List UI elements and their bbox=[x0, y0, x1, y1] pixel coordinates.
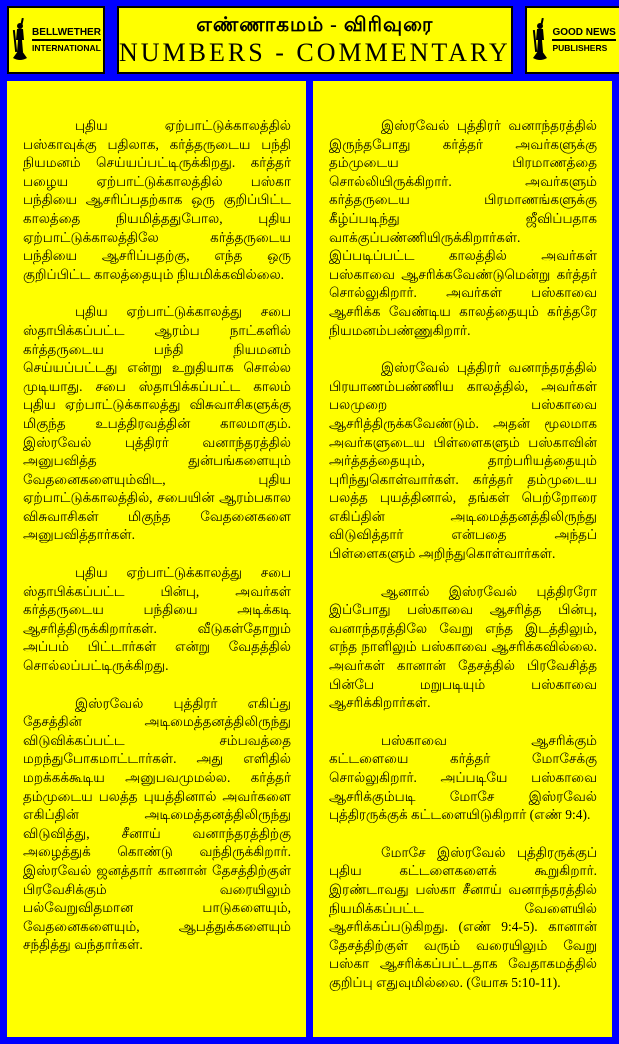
page-title-english: NUMBERS - COMMENTARY bbox=[119, 38, 511, 67]
commentary-body bbox=[7, 81, 612, 1037]
paragraph: பஸ்காவை ஆசரிக்கும் கட்டளையை கர்த்தர் மோசேக்கு சொல்லுகிறார். அப்படியே பஸ்காவை ஆசரிக்கும்படி மோசே இஸ்ரவேல் புத்திரருக்குக் கட்டளையிடுகிறார் (எண் 9:4). bbox=[329, 732, 597, 823]
paragraph: புதிய ஏற்பாட்டுக்காலத்தில் பஸ்காவுக்கு பதிலாக, கர்த்தருடைய பந்தி நியமனம் செய்யப்பட்டிருக்கிறது. கர்த்தர் பழைய ஏற்பாட்டுக்காலத்தில் பஸ்கா பந்தியை ஆசரிப்பதற்காக ஒரு குறிப்பிட்ட காலத்தை நியமித்ததுபோல, புதிய ஏற்பாட்டுக்காலத்திலே கர்த்தருடைய பந்தியை ஆசரிப்பதற்கு, எந்த ஒரு குறிப்பிட்ட காலத்தையும் நியமிக்கவில்லை. bbox=[23, 118, 291, 282]
title-box bbox=[117, 6, 513, 74]
paragraph: புதிய ஏற்பாட்டுக்காலத்து சபை ஸ்தாபிக்கப்பட்ட ஆரம்ப நாட்களில் கர்த்தருடைய பந்தி நியமனம் செய்யப்பட்டது என்று உறுதியாக சொல்ல முடியாது. சபை ஸ்தாபிக்கப்பட்ட காலம் புதிய ஏற்பாட்டுக்காலத்து விசுவாசிகளுக்கு மிகுந்த உபத்திரவத்தின் காலமாகும். இஸ்ரவேல் புத்திரர் வனாந்தரத்தில் அனுபவித்த துன்பங்களையும் வேதனைகளையும்விட, புதிய ஏற்பாட்டுக்காலத்தில், சபையின் ஆரம்பகால விசுவாசிகள் மிகுந்த வேதனைகளை அனுபவித்தார்கள். bbox=[23, 304, 291, 543]
shepherd-figure-icon bbox=[11, 18, 29, 62]
goodnews-logo-line2: PUBLISHERS bbox=[552, 42, 608, 53]
paragraph: இஸ்ரவேல் புத்திரர் வனாந்தரத்தில் இருந்தபோது கர்த்தர் அவர்களுக்கு தம்முடைய பிரமாணத்தை சொல்லியிருக்கிறார். அவர்களும் கர்த்தருடைய பிரமாணங்களுக்கு கீழ்ப்படிந்து ஜீவிப்பதாக வாக்குப்பண்ணியிருக்கிறார்கள். இப்படிப்பட்ட காலத்தில் அவர்கள் பஸ்காவை ஆசரிக்கவேண்டுமென்று கர்த்தர் சொல்லுகிறார். அவர்கள் பஸ்காவை ஆசரிக்க வேண்டிய காலத்தையும் கர்த்தரே நியமனம்பண்ணுகிறார். bbox=[329, 118, 597, 338]
bellwether-logo-text bbox=[32, 27, 101, 54]
bellwether-logo-line1: BELLWETHER bbox=[32, 27, 101, 41]
goodnews-logo-text bbox=[552, 27, 615, 54]
paragraph: இஸ்ரவேல் புத்திரர் வனாந்தரத்தில் பிரயாணம்பண்ணிய காலத்தில், அவர்கள் பலமுறை பஸ்காவை ஆசரித்திருக்கவேண்டும். அதன் மூலமாக அவர்களுடைய பிள்ளைகளும் பஸ்காவின் அர்த்தத்தையும், தாற்பரியத்தையும் புரிந்துகொள்வார்கள். கர்த்தர் தம்முடைய பலத்த புயத்தினால், தங்கள் பெற்றோரை எகிப்தின் அடிமைத்தனத்திலிருந்து விடுவித்தார் என்பதை அந்தப் பிள்ளைகளும் அறிந்துகொள்வார்கள். bbox=[329, 360, 597, 562]
paragraph: மோசே இஸ்ரவேல் புத்திரருக்குப் புதிய கட்டளைகளைக் கூறுகிறார். இரண்டாவது பஸ்கா சீனாய் வனாந்தரத்தில் நியமிக்கப்பட்ட வேளையில் ஆசரிக்கப்படுகிறது. (எண் 9:4-5). கானான் தேசத்திற்குள் வரும் வரையிலும் வேறு பஸ்கா ஆசரிக்கப்பட்டதாக வேதாகமத்தில் குறிப்பு எதுவுமில்லை. (யோசு 5:10-11). bbox=[329, 844, 597, 990]
header bbox=[7, 6, 616, 74]
goodnews-logo-line1: GOOD NEWS bbox=[552, 27, 615, 41]
paragraph: இஸ்ரவேல் புத்திரர் எகிப்து தேசத்தின் அடிமைத்தனத்திலிருந்து விடுவிக்கப்பட்ட சம்பவத்தை மறந்துபோகமாட்டார்கள். அது எளிதில் மறக்கக்கூடிய அனுபவமுமல்ல. கர்த்தர் தம்முடைய பலத்த புயத்தினால் அவர்களை எகிப்தின் அடிமைத்தனத்திலிருந்து விடுவித்து, சீனாய் வனாந்தரத்திற்கு அழைத்துக் கொண்டு வந்திருக்கிறார். இஸ்ரவேல் ஜனத்தார் கானான் தேசத்திற்குள் பிரவேசிக்கும் வரையிலும் பல்வேறுவிதமான பாடுகளையும், வேதனைகளையும், ஆபத்துக்களையும் சந்தித்து வந்தார்கள். bbox=[23, 695, 291, 953]
left-column bbox=[7, 81, 306, 1037]
right-column bbox=[313, 81, 612, 1037]
page-title-tamil: எண்ணாகமம் - விரிவுரை bbox=[196, 14, 434, 36]
paragraph: புதிய ஏற்பாட்டுக்காலத்து சபை ஸ்தாபிக்கப்பட்ட பின்பு, அவர்கள் கர்த்தருடைய பந்தியை அடிக்கடி ஆசரித்திருக்கிறார்கள். வீடுகள்தோறும் அப்பம் பிட்டார்கள் என்று வேதத்தில் சொல்லப்பட்டிருக்கிறது. bbox=[23, 565, 291, 674]
bellwether-logo bbox=[7, 6, 105, 74]
paragraph: ஆனால் இஸ்ரவேல் புத்திரரோ இப்போது பஸ்காவை ஆசரித்த பின்பு, வனாந்தரத்திலே வேறு எந்த இடத்திலும், எந்த நாளிலும் பஸ்காவை ஆசரிக்கவில்லை. அவர்கள் கானான் தேசத்தில் பிரவேசித்த பின்பே மறுபடியும் பஸ்காவை ஆசரிக்கிறார்கள். bbox=[329, 583, 597, 711]
goodnews-logo bbox=[525, 6, 619, 74]
shepherd-figure-icon bbox=[531, 18, 549, 62]
bellwether-logo-line2: INTERNATIONAL bbox=[32, 42, 101, 53]
